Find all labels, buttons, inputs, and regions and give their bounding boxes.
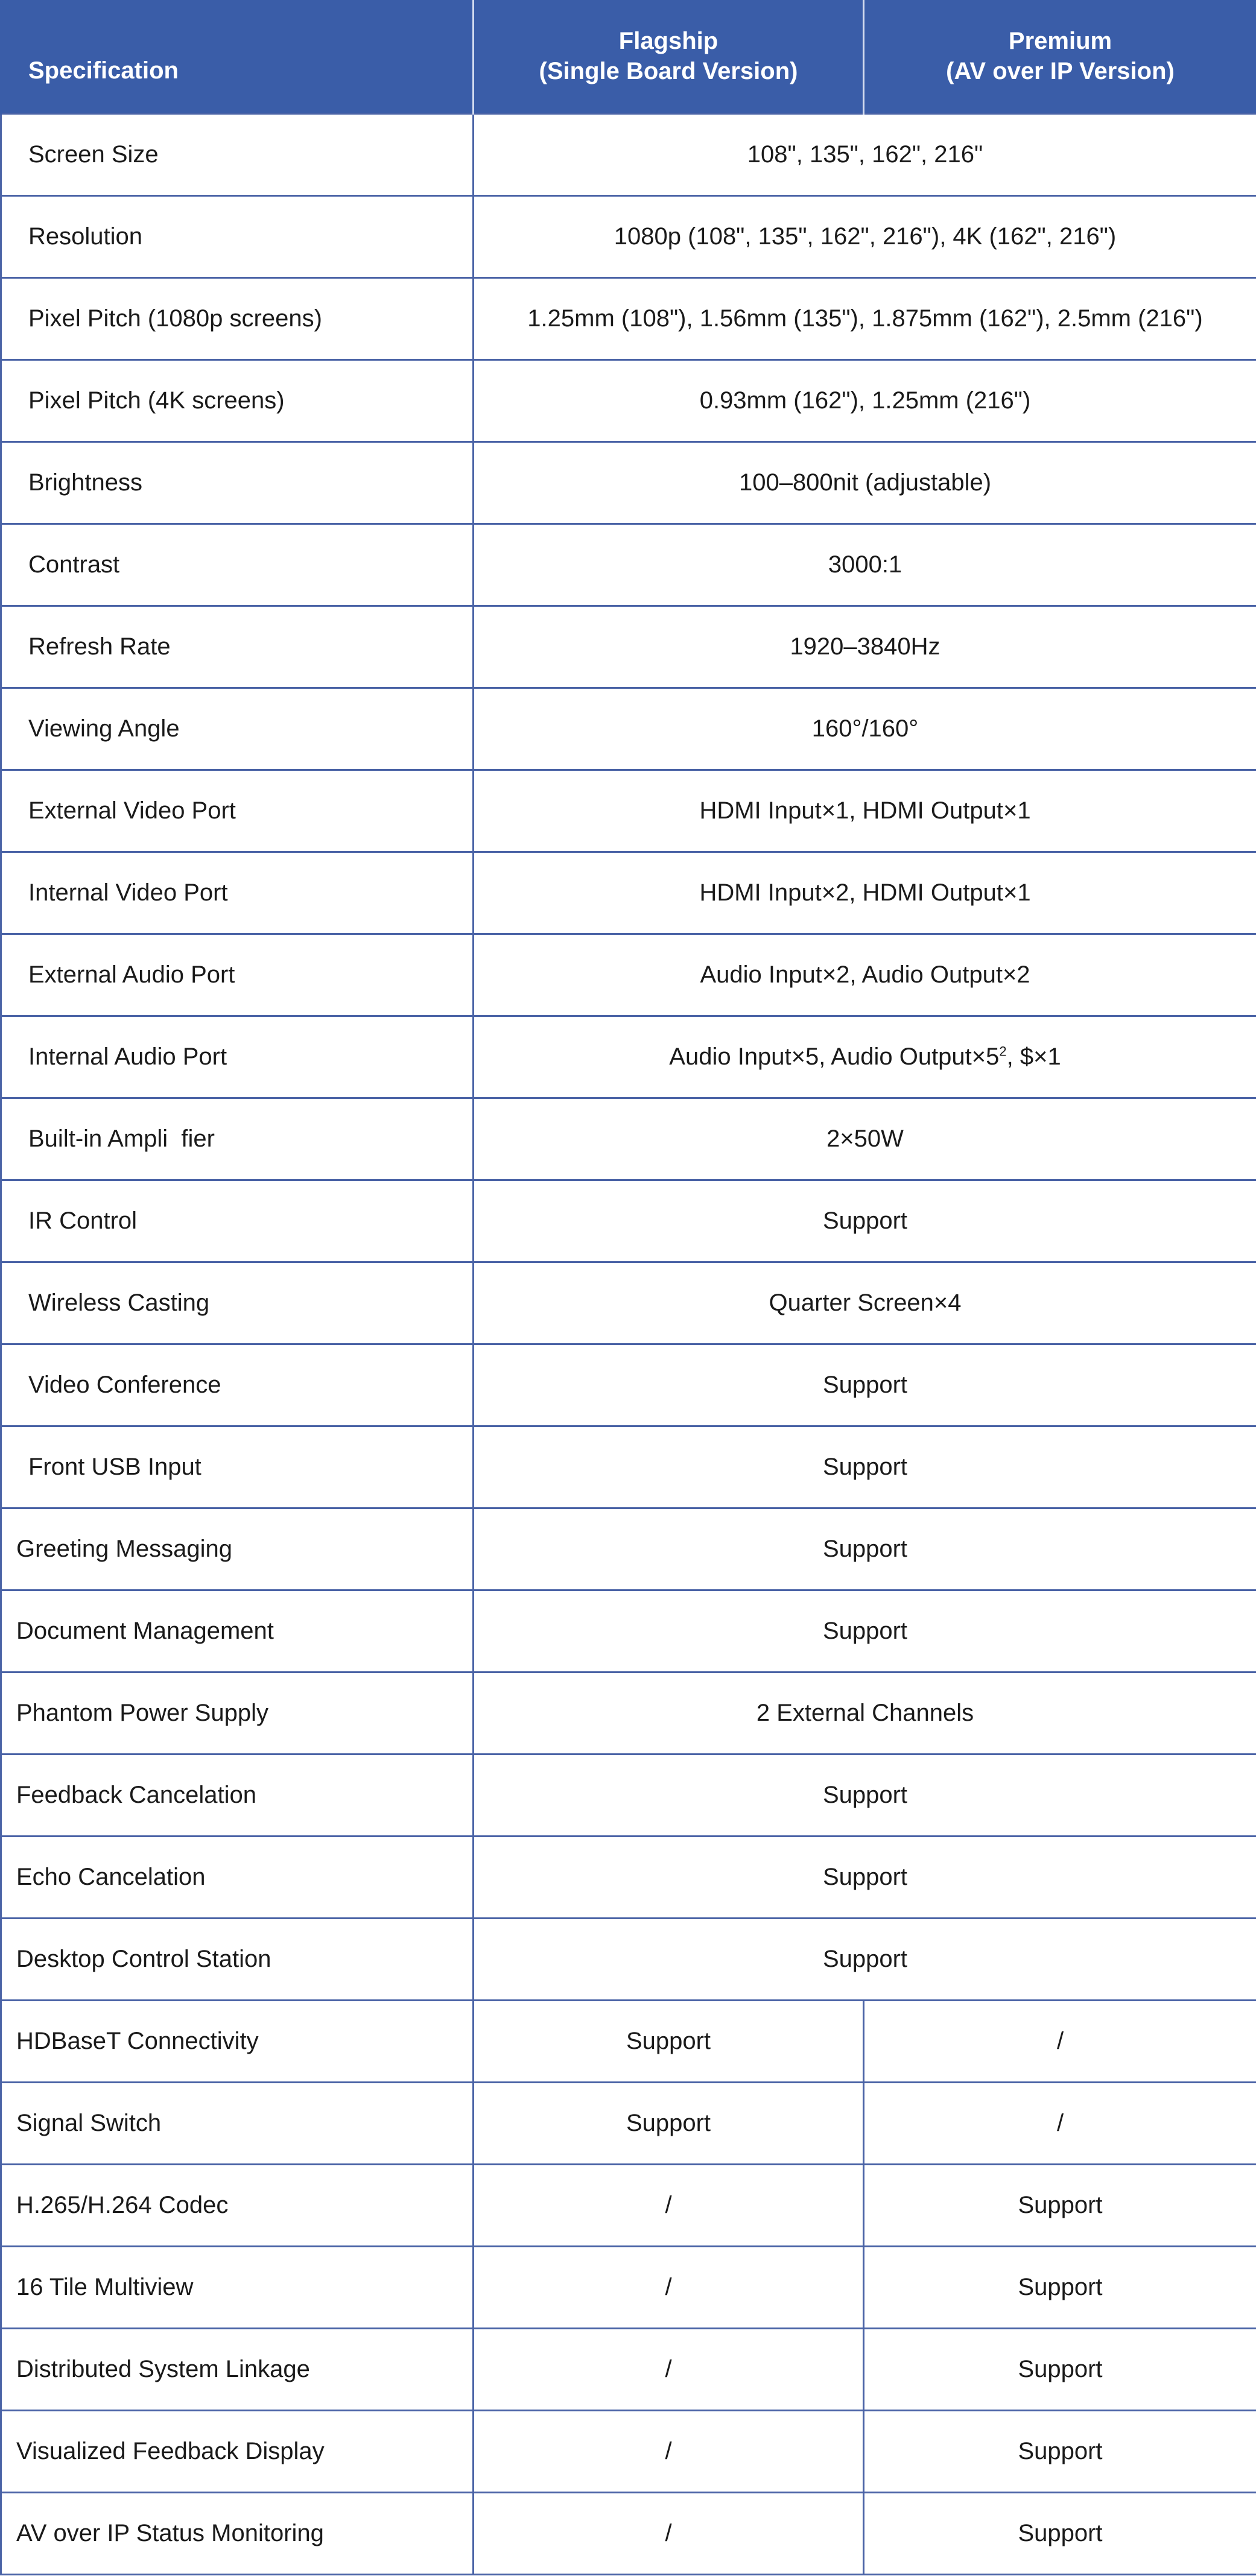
row-label: AV over IP Status Monitoring [1, 2492, 474, 2574]
header-flagship-title: Flagship [618, 28, 718, 55]
row-value-text: Audio Input×5, Audio Output×5 [669, 1043, 1000, 1070]
table-row [1, 195, 1256, 277]
row-label: Signal Switch [1, 2082, 474, 2164]
header-flagship [474, 0, 864, 113]
table-row [1, 2246, 1256, 2328]
row-value: Support [474, 1180, 1256, 1262]
row-label: Video Conference [1, 1344, 474, 1426]
row-label: Visualized Feedback Display [1, 2410, 474, 2492]
row-flagship-value: / [474, 2164, 864, 2246]
row-value: 3000:1 [474, 524, 1256, 606]
row-label: Echo Cancelation [1, 1836, 474, 1918]
table-row [1, 2328, 1256, 2410]
row-label: Pixel Pitch (1080p screens) [1, 277, 474, 359]
row-value: Audio Input×2, Audio Output×2 [474, 934, 1256, 1016]
table-row [1, 1918, 1256, 2000]
header-row [1, 0, 1256, 113]
header-premium [864, 0, 1256, 113]
row-value: Support [474, 1836, 1256, 1918]
row-label: Resolution [1, 195, 474, 277]
row-value: Support [474, 1508, 1256, 1590]
row-flagship-value: / [474, 2410, 864, 2492]
row-value: Support [474, 1590, 1256, 1672]
row-label: Refresh Rate [1, 606, 474, 688]
row-label: Brightness [1, 441, 474, 524]
row-flagship-value: / [474, 2246, 864, 2328]
row-value-text-tail: , $×1 [1006, 1043, 1061, 1070]
row-value: 2 External Channels [474, 1672, 1256, 1754]
row-label: External Video Port [1, 770, 474, 852]
row-label: Internal Audio Port [1, 1016, 474, 1098]
row-label: Greeting Messaging [1, 1508, 474, 1590]
row-label: Built-in Ampli fier [1, 1098, 474, 1180]
table-row [1, 606, 1256, 688]
row-premium-value: / [864, 2000, 1256, 2082]
table-row [1, 524, 1256, 606]
table-row [1, 1672, 1256, 1754]
row-premium-value: Support [864, 2410, 1256, 2492]
header-flagship-subtitle: (Single Board Version) [539, 58, 798, 85]
row-label: 16 Tile Multiview [1, 2246, 474, 2328]
table-row [1, 1754, 1256, 1836]
table-row [1, 1344, 1256, 1426]
row-value [474, 1016, 1256, 1098]
row-value: HDMI Input×1, HDMI Output×1 [474, 770, 1256, 852]
table-row [1, 688, 1256, 770]
table-row [1, 2492, 1256, 2574]
row-label: Internal Video Port [1, 852, 474, 934]
table-row [1, 441, 1256, 524]
row-flagship-value: Support [474, 2082, 864, 2164]
table-row [1, 2410, 1256, 2492]
row-value: Support [474, 1344, 1256, 1426]
header-specification [1, 0, 474, 113]
table-row [1, 1098, 1256, 1180]
table-row [1, 1508, 1256, 1590]
table-row [1, 1836, 1256, 1918]
row-value-superscript: 2 [999, 1043, 1007, 1059]
table-row [1, 2164, 1256, 2246]
row-label: Front USB Input [1, 1426, 474, 1508]
row-value: Support [474, 1754, 1256, 1836]
spec-table-body [1, 113, 1256, 2574]
table-row [1, 852, 1256, 934]
table-row [1, 1590, 1256, 1672]
table-row [1, 934, 1256, 1016]
table-row [1, 770, 1256, 852]
table-row [1, 277, 1256, 359]
table-row [1, 1180, 1256, 1262]
row-value: 0.93mm (162"), 1.25mm (216") [474, 359, 1256, 441]
row-flagship-value: / [474, 2492, 864, 2574]
row-flagship-value: / [474, 2328, 864, 2410]
row-flagship-value: Support [474, 2000, 864, 2082]
row-label: Contrast [1, 524, 474, 606]
row-value: 1920–3840Hz [474, 606, 1256, 688]
row-value: HDMI Input×2, HDMI Output×1 [474, 852, 1256, 934]
row-label: Viewing Angle [1, 688, 474, 770]
row-label: External Audio Port [1, 934, 474, 1016]
header-premium-subtitle: (AV over IP Version) [946, 58, 1175, 85]
row-value: 1.25mm (108"), 1.56mm (135"), 1.875mm (162"), 2.5mm (216") [474, 277, 1256, 359]
row-label: Screen Size [1, 113, 474, 195]
row-label: Wireless Casting [1, 1262, 474, 1344]
table-row [1, 113, 1256, 195]
row-value: 160°/160° [474, 688, 1256, 770]
row-label: H.265/H.264 Codec [1, 2164, 474, 2246]
row-label: Phantom Power Supply [1, 1672, 474, 1754]
row-label: HDBaseT Connectivity [1, 2000, 474, 2082]
table-row [1, 2082, 1256, 2164]
row-premium-value: Support [864, 2246, 1256, 2328]
header-premium-title: Premium [1008, 28, 1112, 55]
row-value: 1080p (108", 135", 162", 216"), 4K (162", 216") [474, 195, 1256, 277]
table-row [1, 1262, 1256, 1344]
row-premium-value: / [864, 2082, 1256, 2164]
row-premium-value: Support [864, 2328, 1256, 2410]
row-label: Pixel Pitch (4K screens) [1, 359, 474, 441]
table-row [1, 359, 1256, 441]
row-value: 108", 135", 162", 216" [474, 113, 1256, 195]
table-row [1, 2000, 1256, 2082]
table-row [1, 1016, 1256, 1098]
header-specification-label: Specification [28, 57, 179, 84]
row-premium-value: Support [864, 2164, 1256, 2246]
row-label: Feedback Cancelation [1, 1754, 474, 1836]
row-label: Distributed System Linkage [1, 2328, 474, 2410]
row-value: Support [474, 1426, 1256, 1508]
row-value: Support [474, 1918, 1256, 2000]
row-premium-value: Support [864, 2492, 1256, 2574]
row-label: Desktop Control Station [1, 1918, 474, 2000]
row-value: Quarter Screen×4 [474, 1262, 1256, 1344]
row-value: 100–800nit (adjustable) [474, 441, 1256, 524]
spec-table-header [1, 0, 1256, 113]
row-label: IR Control [1, 1180, 474, 1262]
table-row [1, 1426, 1256, 1508]
row-value: 2×50W [474, 1098, 1256, 1180]
row-label: Document Management [1, 1590, 474, 1672]
